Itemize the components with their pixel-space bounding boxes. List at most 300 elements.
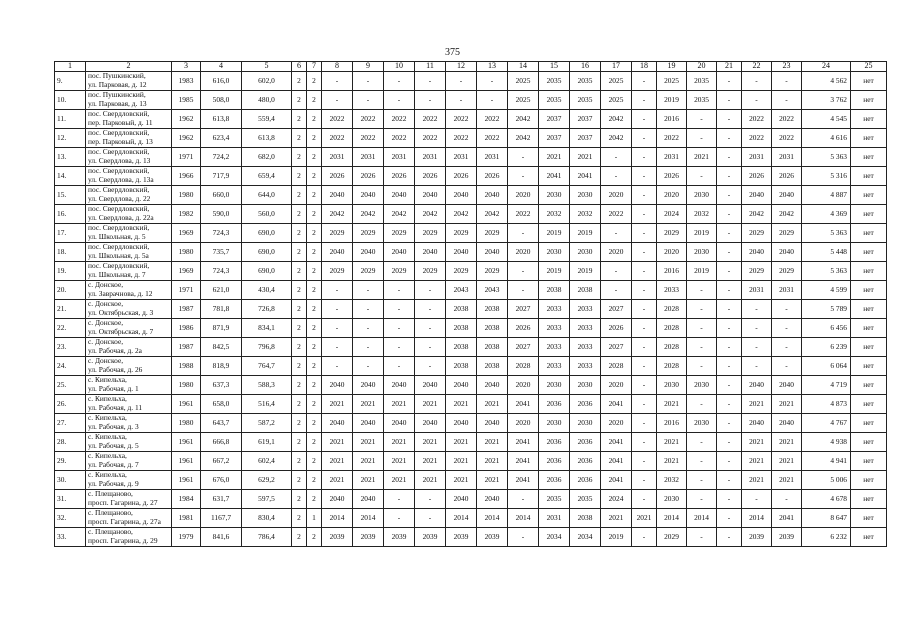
- table-cell: 1980: [172, 186, 201, 205]
- table-cell: 430,4: [242, 281, 292, 300]
- table-cell: 2016: [657, 110, 687, 129]
- table-cell: 2020: [601, 243, 632, 262]
- table-cell: 2029: [742, 224, 772, 243]
- table-row: [55, 452, 887, 471]
- table-cell: 5 363: [802, 262, 851, 281]
- table-cell: 2029: [477, 224, 508, 243]
- table-cell: -: [717, 414, 742, 433]
- address-line: ул. Рабочая, д. 11: [88, 403, 143, 412]
- table-cell: 658,0: [201, 395, 242, 414]
- table-cell: 2025: [601, 72, 632, 91]
- table-cell: -: [508, 262, 539, 281]
- table-cell: -: [742, 91, 772, 110]
- table-cell: -: [687, 395, 717, 414]
- table-cell: -: [632, 414, 657, 433]
- address-line: пос. Свердловский,: [88, 147, 150, 157]
- table-cell: 4 938: [802, 433, 851, 452]
- table-cell: 2: [292, 300, 307, 319]
- table-cell: 2029: [657, 224, 687, 243]
- table-cell: 2021: [384, 395, 415, 414]
- table-cell: 2040: [322, 490, 353, 509]
- row-number: 19.: [55, 262, 86, 281]
- table-cell: 560,0: [242, 205, 292, 224]
- table-cell: 2021: [477, 452, 508, 471]
- table-cell: 764,7: [242, 357, 292, 376]
- table-cell: 1986: [172, 319, 201, 338]
- table-cell: 2038: [446, 300, 477, 319]
- table-row: [55, 148, 887, 167]
- table-cell: 2020: [508, 414, 539, 433]
- table-cell: 2029: [353, 262, 384, 281]
- table-cell: 4 369: [802, 205, 851, 224]
- table-cell: 871,9: [201, 319, 242, 338]
- table-cell: 2038: [539, 281, 570, 300]
- table-cell: 2032: [687, 205, 717, 224]
- table-cell: 2: [307, 357, 322, 376]
- table-cell: 4 767: [802, 414, 851, 433]
- table-cell: 2: [307, 338, 322, 357]
- table-cell: -: [508, 490, 539, 509]
- table-cell: 667,2: [201, 452, 242, 471]
- table-cell: 2038: [446, 338, 477, 357]
- table-cell: 2: [307, 395, 322, 414]
- table-cell: 2042: [601, 129, 632, 148]
- table-cell: 2032: [657, 471, 687, 490]
- table-cell: 2028: [657, 338, 687, 357]
- table-cell: -: [717, 224, 742, 243]
- table-cell: 2021: [657, 433, 687, 452]
- table-cell: нет: [851, 490, 887, 509]
- table-cell: 1962: [172, 129, 201, 148]
- table-cell: 2022: [353, 129, 384, 148]
- table-cell: 2020: [508, 186, 539, 205]
- table-cell: -: [601, 148, 632, 167]
- table-cell: 1979: [172, 528, 201, 547]
- data-table: [54, 61, 887, 547]
- table-cell: нет: [851, 433, 887, 452]
- table-cell: -: [772, 319, 802, 338]
- table-cell: 613,8: [201, 110, 242, 129]
- table-cell: 2: [292, 338, 307, 357]
- table-cell: 2022: [508, 205, 539, 224]
- table-cell: -: [601, 167, 632, 186]
- address-line: с. Донское,: [88, 356, 124, 366]
- table-cell: нет: [851, 281, 887, 300]
- table-cell: 2024: [657, 205, 687, 224]
- table-row: [55, 243, 887, 262]
- table-cell: 2014: [508, 509, 539, 528]
- table-cell: 2025: [508, 72, 539, 91]
- table-row: [55, 110, 887, 129]
- table-cell: 637,3: [201, 376, 242, 395]
- row-number: 26.: [55, 395, 86, 414]
- address-cell: [86, 471, 172, 490]
- table-cell: -: [415, 281, 446, 300]
- table-cell: -: [322, 72, 353, 91]
- table-cell: 2016: [657, 414, 687, 433]
- table-cell: 1966: [172, 167, 201, 186]
- table-cell: -: [742, 300, 772, 319]
- table-cell: 1961: [172, 452, 201, 471]
- table-cell: -: [717, 338, 742, 357]
- table-cell: -: [717, 129, 742, 148]
- address-cell: [86, 338, 172, 357]
- table-cell: 2037: [570, 129, 601, 148]
- table-cell: 690,0: [242, 262, 292, 281]
- table-cell: 2021: [446, 433, 477, 452]
- address-line: просп. Гагарина, д. 27: [88, 498, 158, 507]
- column-header: 2: [86, 62, 172, 72]
- address-cell: [86, 205, 172, 224]
- table-cell: 1987: [172, 338, 201, 357]
- row-number: 27.: [55, 414, 86, 433]
- table-cell: 2042: [508, 110, 539, 129]
- table-cell: 588,3: [242, 376, 292, 395]
- table-cell: 629,2: [242, 471, 292, 490]
- table-cell: 2019: [570, 262, 601, 281]
- table-cell: 2021: [353, 471, 384, 490]
- table-cell: нет: [851, 72, 887, 91]
- table-cell: -: [687, 319, 717, 338]
- table-cell: -: [384, 338, 415, 357]
- table-cell: 2022: [601, 205, 632, 224]
- table-cell: нет: [851, 376, 887, 395]
- table-cell: 2022: [353, 110, 384, 129]
- table-cell: 2035: [687, 72, 717, 91]
- table-cell: 2021: [477, 433, 508, 452]
- table-cell: 2038: [446, 319, 477, 338]
- table-cell: 2: [292, 72, 307, 91]
- table-cell: -: [601, 224, 632, 243]
- table-cell: 590,0: [201, 205, 242, 224]
- table-cell: -: [717, 91, 742, 110]
- table-cell: 2021: [322, 395, 353, 414]
- table-cell: 2038: [570, 509, 601, 528]
- table-cell: 2040: [772, 376, 802, 395]
- table-cell: 2030: [687, 414, 717, 433]
- table-row: [55, 129, 887, 148]
- table-cell: 2040: [322, 186, 353, 205]
- table-cell: -: [717, 148, 742, 167]
- address-line: ул. Заврачнова, д. 12: [88, 289, 153, 298]
- table-cell: -: [742, 357, 772, 376]
- table-cell: -: [717, 452, 742, 471]
- table-cell: -: [742, 338, 772, 357]
- table-cell: -: [384, 319, 415, 338]
- table-cell: 2026: [657, 167, 687, 186]
- table-cell: -: [632, 300, 657, 319]
- table-cell: 2040: [353, 376, 384, 395]
- table-cell: -: [632, 338, 657, 357]
- table-cell: 834,1: [242, 319, 292, 338]
- table-cell: 4 719: [802, 376, 851, 395]
- table-cell: 2029: [322, 224, 353, 243]
- address-cell: [86, 91, 172, 110]
- table-cell: -: [508, 224, 539, 243]
- table-cell: 2022: [446, 129, 477, 148]
- table-cell: -: [632, 72, 657, 91]
- address-line: пос. Свердловский,: [88, 185, 150, 195]
- address-line: с. Плещаново,: [88, 527, 133, 537]
- table-cell: 2026: [477, 167, 508, 186]
- table-cell: 2030: [570, 376, 601, 395]
- address-line: просп. Гагарина, д. 27а: [88, 517, 161, 526]
- table-cell: 2030: [570, 414, 601, 433]
- table-cell: 659,4: [242, 167, 292, 186]
- table-cell: -: [717, 528, 742, 547]
- table-cell: -: [322, 281, 353, 300]
- table-cell: -: [632, 91, 657, 110]
- table-cell: 682,0: [242, 148, 292, 167]
- table-cell: 2040: [415, 186, 446, 205]
- table-cell: 2039: [322, 528, 353, 547]
- column-header: 4: [201, 62, 242, 72]
- table-cell: 2042: [601, 110, 632, 129]
- table-cell: 2037: [539, 110, 570, 129]
- table-cell: -: [384, 509, 415, 528]
- table-cell: 2: [307, 110, 322, 129]
- table-cell: 2030: [539, 414, 570, 433]
- table-cell: 2022: [742, 129, 772, 148]
- table-cell: 2025: [508, 91, 539, 110]
- table-cell: 2: [307, 452, 322, 471]
- table-cell: 2026: [415, 167, 446, 186]
- table-cell: 2021: [742, 433, 772, 452]
- table-cell: 2026: [508, 319, 539, 338]
- table-cell: 2021: [415, 395, 446, 414]
- table-cell: 6 239: [802, 338, 851, 357]
- table-cell: 2022: [322, 110, 353, 129]
- table-cell: 2: [307, 148, 322, 167]
- table-row: [55, 91, 887, 110]
- table-cell: 2: [292, 129, 307, 148]
- table-cell: -: [477, 72, 508, 91]
- table-cell: -: [632, 205, 657, 224]
- address-line: ул. Школьная, д. 5а: [88, 251, 149, 260]
- table-cell: 2024: [601, 490, 632, 509]
- table-cell: 2042: [353, 205, 384, 224]
- table-cell: 2041: [570, 167, 601, 186]
- table-cell: 2035: [687, 91, 717, 110]
- column-header: 5: [242, 62, 292, 72]
- table-cell: 2031: [772, 281, 802, 300]
- table-cell: 2040: [415, 376, 446, 395]
- table-cell: 2: [292, 148, 307, 167]
- table-cell: 726,8: [242, 300, 292, 319]
- table-cell: 2038: [477, 319, 508, 338]
- table-cell: 2014: [687, 509, 717, 528]
- column-header: 23: [772, 62, 802, 72]
- table-row: [55, 300, 887, 319]
- table-cell: 2021: [353, 433, 384, 452]
- table-cell: 2: [307, 414, 322, 433]
- column-header: 24: [802, 62, 851, 72]
- table-cell: 2040: [384, 376, 415, 395]
- address-cell: [86, 452, 172, 471]
- address-line: с. Плещаново,: [88, 489, 133, 499]
- table-cell: 1980: [172, 243, 201, 262]
- table-cell: 6 232: [802, 528, 851, 547]
- table-cell: 631,7: [201, 490, 242, 509]
- table-cell: 2021: [384, 471, 415, 490]
- table-cell: 2022: [415, 110, 446, 129]
- table-cell: 2021: [446, 452, 477, 471]
- table-cell: 2033: [570, 319, 601, 338]
- table-cell: 1971: [172, 148, 201, 167]
- table-cell: 1980: [172, 414, 201, 433]
- table-cell: -: [632, 110, 657, 129]
- table-cell: 841,6: [201, 528, 242, 547]
- table-cell: 2036: [570, 471, 601, 490]
- table-cell: 2019: [687, 224, 717, 243]
- address-line: ул. Свердлова, д. 13: [88, 156, 151, 165]
- table-cell: 1988: [172, 357, 201, 376]
- table-cell: 4 678: [802, 490, 851, 509]
- table-cell: 2035: [539, 91, 570, 110]
- table-cell: -: [632, 129, 657, 148]
- table-cell: 2029: [322, 262, 353, 281]
- table-cell: -: [632, 395, 657, 414]
- table-cell: 2020: [508, 243, 539, 262]
- table-cell: 2021: [322, 433, 353, 452]
- table-cell: 2040: [446, 243, 477, 262]
- table-cell: 2039: [742, 528, 772, 547]
- row-number: 13.: [55, 148, 86, 167]
- table-cell: 2022: [384, 110, 415, 129]
- column-header: 15: [539, 62, 570, 72]
- table-cell: 2038: [570, 281, 601, 300]
- table-cell: 2033: [539, 357, 570, 376]
- table-cell: 781,8: [201, 300, 242, 319]
- table-cell: 2: [307, 186, 322, 205]
- table-row: [55, 414, 887, 433]
- table-cell: 2021: [772, 452, 802, 471]
- table-cell: 2021: [570, 148, 601, 167]
- table-cell: 2021: [322, 471, 353, 490]
- table-cell: -: [772, 72, 802, 91]
- address-line: пос. Свердловский,: [88, 261, 150, 271]
- table-cell: 2021: [657, 395, 687, 414]
- table-cell: 2040: [353, 243, 384, 262]
- table-cell: 2036: [539, 471, 570, 490]
- page-number: 375: [445, 47, 460, 58]
- table-row: [55, 376, 887, 395]
- table-cell: -: [353, 281, 384, 300]
- table-cell: 2022: [742, 110, 772, 129]
- column-header: 22: [742, 62, 772, 72]
- table-cell: 2: [307, 300, 322, 319]
- table-cell: -: [717, 72, 742, 91]
- table-cell: 2: [292, 224, 307, 243]
- table-cell: 2040: [477, 243, 508, 262]
- table-row: [55, 167, 887, 186]
- table-row: [55, 72, 887, 91]
- table-cell: -: [384, 72, 415, 91]
- table-cell: нет: [851, 414, 887, 433]
- address-line: с. Кипельха,: [88, 413, 127, 423]
- column-header: 17: [601, 62, 632, 72]
- table-cell: -: [322, 300, 353, 319]
- table-cell: 2040: [415, 414, 446, 433]
- address-cell: [86, 262, 172, 281]
- table-cell: 2040: [742, 376, 772, 395]
- table-cell: 2031: [539, 509, 570, 528]
- table-cell: 2028: [508, 357, 539, 376]
- table-cell: нет: [851, 110, 887, 129]
- table-cell: 597,5: [242, 490, 292, 509]
- table-cell: 2038: [477, 338, 508, 357]
- table-cell: 2022: [384, 129, 415, 148]
- table-cell: 2: [292, 471, 307, 490]
- table-cell: 2019: [601, 528, 632, 547]
- address-cell: [86, 490, 172, 509]
- table-cell: 2: [307, 167, 322, 186]
- table-cell: 2021: [353, 395, 384, 414]
- table-cell: 2026: [601, 319, 632, 338]
- table-cell: 2030: [539, 243, 570, 262]
- table-cell: 2031: [742, 148, 772, 167]
- table-cell: 2041: [508, 452, 539, 471]
- table-cell: 2040: [477, 376, 508, 395]
- address-line: ул. Рабочая, д. 9: [88, 479, 139, 488]
- table-cell: 1980: [172, 376, 201, 395]
- table-row: [55, 509, 887, 528]
- table-cell: 2029: [384, 262, 415, 281]
- table-cell: -: [717, 167, 742, 186]
- table-cell: 2040: [384, 243, 415, 262]
- table-cell: 2042: [415, 205, 446, 224]
- table-cell: 480,0: [242, 91, 292, 110]
- table-cell: -: [632, 224, 657, 243]
- table-cell: -: [508, 167, 539, 186]
- table-cell: 2021: [446, 471, 477, 490]
- table-cell: 5 789: [802, 300, 851, 319]
- table-cell: -: [717, 319, 742, 338]
- table-cell: -: [717, 262, 742, 281]
- table-cell: 619,1: [242, 433, 292, 452]
- table-cell: 660,0: [201, 186, 242, 205]
- table-cell: 2020: [601, 376, 632, 395]
- table-cell: нет: [851, 395, 887, 414]
- table-cell: 2019: [687, 262, 717, 281]
- table-cell: -: [353, 319, 384, 338]
- table-cell: 3 762: [802, 91, 851, 110]
- table-cell: 2040: [772, 186, 802, 205]
- table-cell: 2021: [415, 433, 446, 452]
- table-cell: 2022: [657, 129, 687, 148]
- address-cell: [86, 72, 172, 91]
- table-cell: 2: [292, 167, 307, 186]
- table-cell: 587,2: [242, 414, 292, 433]
- table-cell: нет: [851, 167, 887, 186]
- address-cell: [86, 243, 172, 262]
- table-row: [55, 528, 887, 547]
- table-cell: 2033: [570, 300, 601, 319]
- table-cell: нет: [851, 471, 887, 490]
- table-cell: -: [446, 91, 477, 110]
- address-line: ул. Рабочая, д. 26: [88, 365, 143, 374]
- address-line: пос. Свердловский,: [88, 128, 150, 138]
- address-cell: [86, 129, 172, 148]
- table-cell: 2029: [657, 528, 687, 547]
- table-cell: 2021: [772, 471, 802, 490]
- table-cell: 2036: [539, 433, 570, 452]
- table-cell: 2022: [446, 110, 477, 129]
- table-cell: 602,4: [242, 452, 292, 471]
- table-cell: 2022: [322, 129, 353, 148]
- table-cell: -: [632, 452, 657, 471]
- address-line: ул. Рабочая, д. 3: [88, 422, 139, 431]
